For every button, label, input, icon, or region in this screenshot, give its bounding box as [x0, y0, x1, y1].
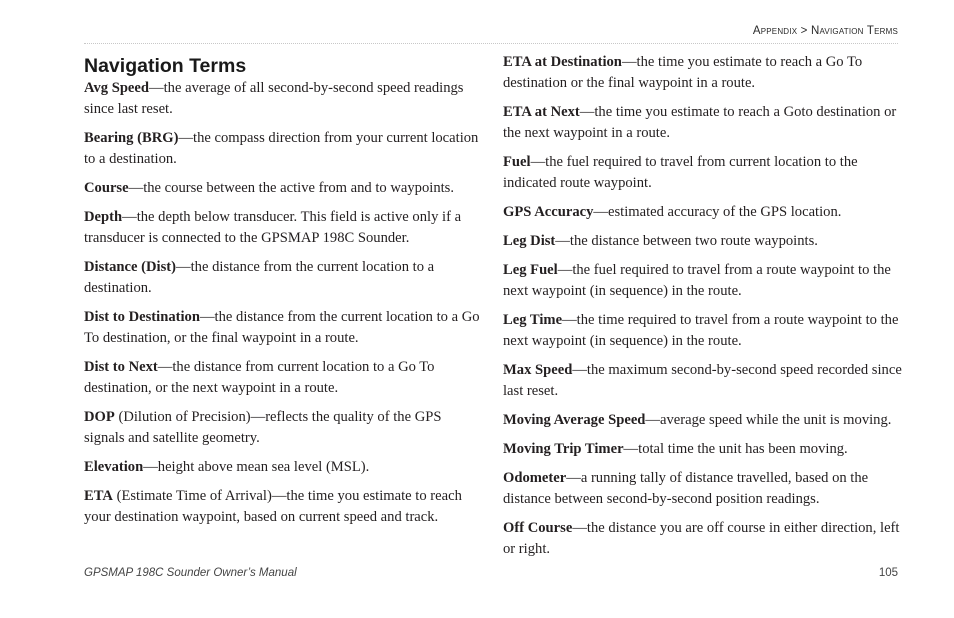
glossary-term: Fuel	[503, 154, 531, 170]
glossary-definition: —the distance you are off course in either direction, left or right.	[503, 520, 900, 557]
glossary-entry	[503, 410, 903, 431]
glossary-term: Moving Average Speed	[503, 412, 646, 428]
glossary-definition: —the distance between two route waypoints.	[555, 233, 818, 249]
glossary-entry	[503, 468, 903, 510]
glossary-term: ETA at Next	[503, 104, 580, 120]
glossary-entry	[503, 152, 903, 194]
glossary-term: Leg Time	[503, 312, 563, 328]
glossary-term: Odometer	[503, 470, 567, 486]
glossary-term: Leg Fuel	[503, 262, 558, 278]
glossary-term: GPS Accuracy	[503, 204, 594, 220]
glossary-definition: (Estimate Time of Arrival)—the time you estimate to reach your destination waypoint, based on current speed and track.	[84, 488, 462, 525]
glossary-definition: —height above mean sea level (MSL).	[143, 459, 370, 475]
glossary-term: Max Speed	[503, 362, 573, 378]
glossary-entry	[503, 360, 903, 402]
glossary-term: Distance (Dist)	[84, 259, 177, 275]
glossary-entry	[84, 128, 484, 170]
glossary-definition: —the average of all second-by-second speed readings since last reset.	[84, 80, 464, 117]
glossary-entry	[84, 178, 484, 199]
glossary-definition: —the compass direction from your current location to a destination.	[84, 130, 479, 167]
running-header	[753, 25, 898, 37]
glossary-entry	[503, 518, 903, 560]
glossary-term: Elevation	[84, 459, 144, 475]
glossary-definition: —the fuel required to travel from current location to the indicated route waypoint.	[503, 154, 858, 191]
glossary-term: Bearing (BRG)	[84, 130, 179, 146]
glossary-entry	[84, 207, 484, 249]
page-title: Navigation Terms	[84, 55, 247, 77]
right-column	[503, 52, 903, 568]
glossary-term: ETA at Destination	[503, 54, 622, 70]
glossary-entry	[84, 486, 484, 528]
glossary-entry	[503, 439, 903, 460]
glossary-term: Depth	[84, 209, 123, 225]
glossary-entry	[503, 260, 903, 302]
glossary-entry	[84, 257, 484, 299]
glossary-entry	[84, 407, 484, 449]
glossary-definition: —the time required to travel from a route waypoint to the next waypoint (in sequence) in the route.	[503, 312, 899, 349]
header-divider	[84, 43, 898, 44]
glossary-term: DOP	[84, 409, 115, 425]
manual-title: GPSMAP 198C Sounder Owner’s Manual	[84, 567, 297, 579]
glossary-entry	[503, 310, 903, 352]
glossary-definition: —the fuel required to travel from a route waypoint to the next waypoint (in sequence) in the route.	[503, 262, 891, 299]
glossary-definition: —the distance from the current location to a Go To destination, or the final waypoint in a route.	[84, 309, 480, 346]
glossary-term: Leg Dist	[503, 233, 556, 249]
glossary-entry	[84, 457, 484, 478]
right-term-list	[503, 52, 903, 560]
glossary-term: Course	[84, 180, 129, 196]
glossary-term: Dist to Destination	[84, 309, 200, 325]
glossary-term: ETA	[84, 488, 113, 504]
glossary-definition: —the time you estimate to reach a Go To destination or the final waypoint in a route.	[503, 54, 863, 91]
glossary-definition: —total time the unit has been moving.	[623, 441, 848, 457]
breadcrumb-separator: >	[800, 25, 808, 37]
left-term-list	[84, 78, 484, 528]
glossary-entry	[84, 307, 484, 349]
glossary-definition: —the time you estimate to reach a Goto destination or the next waypoint in a route.	[503, 104, 897, 141]
glossary-entry	[503, 202, 903, 223]
glossary-term: Dist to Next	[84, 359, 158, 375]
glossary-definition: —the maximum second-by-second speed recorded since last reset.	[503, 362, 902, 399]
glossary-definition: —the distance from current location to a Go To destination, or the next waypoint in a route.	[84, 359, 435, 396]
glossary-term: Avg Speed	[84, 80, 150, 96]
glossary-term: Moving Trip Timer	[503, 441, 624, 457]
breadcrumb-section: Appendix	[752, 25, 798, 37]
glossary-entry	[84, 357, 484, 399]
glossary-definition: —the distance from the current location to a destination.	[84, 259, 435, 296]
glossary-entry	[503, 231, 903, 252]
left-column	[84, 52, 484, 536]
glossary-term: Off Course	[503, 520, 573, 536]
glossary-entry	[503, 102, 903, 144]
glossary-definition: —the depth below transducer. This field is active only if a transducer is connected to the GPSMAP 198C Sounder.	[84, 209, 462, 246]
glossary-definition: —the course between the active from and to waypoints.	[128, 180, 455, 196]
glossary-definition: —a running tally of distance travelled, based on the distance between second-by-second position readings.	[503, 470, 869, 507]
breadcrumb-page: Navigation Terms	[810, 25, 898, 37]
glossary-entry	[84, 78, 484, 120]
glossary-definition: —average speed while the unit is moving.	[645, 412, 892, 428]
glossary-definition: (Dilution of Precision)—reflects the quality of the GPS signals and satellite geometry.	[84, 409, 442, 446]
page-number: 105	[878, 567, 898, 579]
glossary-definition: —estimated accuracy of the GPS location.	[593, 204, 842, 220]
glossary-entry	[503, 52, 903, 94]
